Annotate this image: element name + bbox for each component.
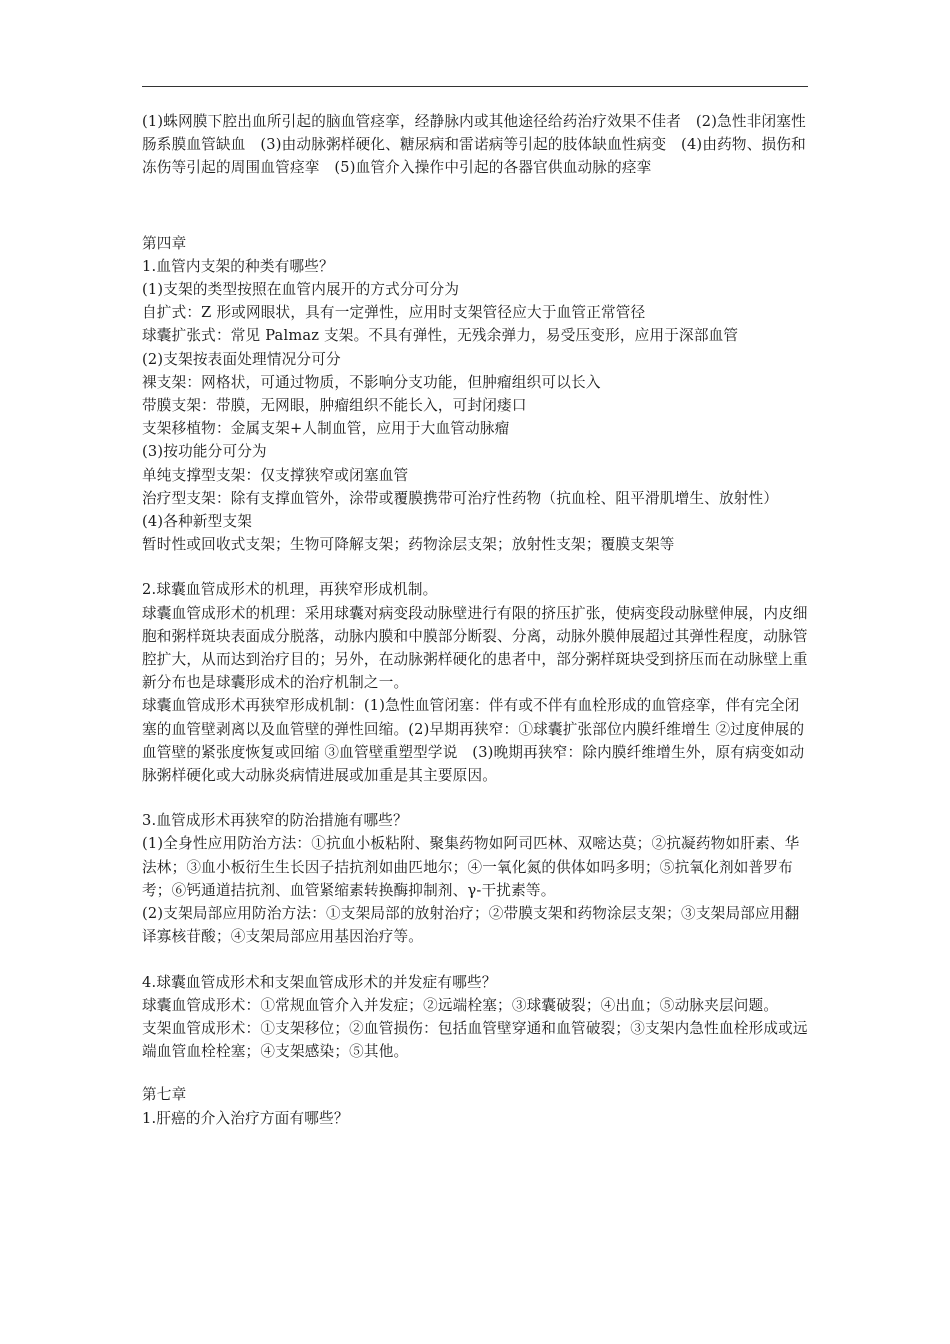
q1-line: (2)支架按表面处理情况分可分 [142,350,341,368]
q1-line: 裸支架：网格状，可通过物质，不影响分支功能，但肿瘤组织可以长入 [142,373,601,391]
q1-line: (1)支架的类型按照在血管内展开的方式分可分为 [142,281,460,299]
q1-line: 单纯支撑型支架：仅支撑狭窄或闭塞血管 [142,466,409,484]
q4-paragraph: 球囊血管成形术：①常规血管介入并发症；②远端栓塞；③球囊破裂；④出血；⑤动脉夹层问题。 [142,996,779,1014]
q3-paragraph: (2)支架局部应用防治方法：①支架局部的放射治疗；②带膜支架和药物涂层支架；③支架局部应用翻译寡核苷酸；④支架局部应用基因治疗等。 [142,905,800,946]
q1-line: 支架移植物：金属支架+人制血管，应用于大血管动脉瘤 [142,420,510,438]
q2-paragraph: 球囊血管成形术再狭窄形成机制：(1)急性血管闭塞：伴有或不伴有血栓形成的血管痉挛，伴有完全闭塞的血管壁剥离以及血管壁的弹性回缩。(2)早期再狭窄：①球囊扩张部位内膜纤维增生 ②过度伸展的血管壁的紧张度恢复或回缩 ③血管壁重塑型学说 (3)晚期再狭窄：除内膜纤维增生外，原有病变如动脉粥样硬化或大动脉炎病情进展或加重是其主要原因。 [142,697,805,785]
chapter-4-heading: 第四章 [142,234,187,252]
q1-line: (3)按功能分可分为 [142,443,267,461]
question-4-title: 4.球囊血管成形术和支架血管成形术的并发症有哪些？ [142,973,497,991]
q3-paragraph: (1)全身性应用防治方法：①抗血小板粘附、聚集药物如阿司匹林、双嘧达莫；②抗凝药物如肝素、华法林；③血小板衍生生长因子拮抗剂如曲匹地尔；④一氧化氮的供体如吗多明；⑤抗氧化剂如普罗布考；⑥钙通道拮抗剂、血管紧缩素转换酶抑制剂、γ-干扰素等。 [142,835,800,899]
chapter-7-heading: 第七章 [142,1086,187,1104]
question-1-title: 1.血管内支架的种类有哪些？ [142,257,334,275]
question-2-title: 2.球囊血管成形术的机理，再狭窄形成机制。 [142,581,438,599]
q4-paragraph: 支架血管成形术：①支架移位；②血管损伤：包括血管壁穿通和血管破裂；③支架内急性血栓形成或远端血管血栓栓塞；④支架感染；⑤其他。 [142,1019,808,1061]
q1-line: (4)各种新型支架 [142,513,253,531]
intro-paragraph: (1)蛛网膜下腔出血所引起的脑血管痉挛，经静脉内或其他途径给药治疗效果不佳者 (2)急性非闭塞性肠系膜血管缺血 (3)由动脉粥样硬化、糖尿病和雷诺病等引起的肢体缺血性病变 (4)由药物、损伤和冻伤等引起的周围血管痉挛 (5)血管介入操作中引起的各器官供血动脉的痉挛 [142,113,806,177]
q1-line: 带膜支架：带膜，无网眼，肿瘤组织不能长入，可封闭瘘口 [142,397,527,415]
q1-line: 暂时性或回收式支架；生物可降解支架；药物涂层支架；放射性支架；覆膜支架等 [142,536,675,554]
q2-paragraph: 球囊血管成形术的机理：采用球囊对病变段动脉壁进行有限的挤压扩张，使病变段动脉壁伸展，内皮细胞和粥样斑块表面成分脱落，动脉内膜和中膜部分断裂、分离，动脉外膜伸展超过其弹性程度，动脉管腔扩大，从而达到治疗目的；另外，在动脉粥样硬化的患者中，部分粥样斑块受到挤压而在动脉壁上重新分布也是球囊形成术的治疗机制之一。 [142,604,808,692]
q1-line: 球囊扩张式：常见 Palmaz 支架。不具有弹性，无残余弹力，易受压变形，应用于深部血管 [142,327,739,345]
chapter-7-question-1-title: 1.肝癌的介入治疗方面有哪些？ [142,1109,349,1127]
q1-line: 治疗型支架：除有支撑血管外，涂带或覆膜携带可治疗性药物（抗血栓、阻平滑肌增生、放射性） [142,489,779,507]
question-3-title: 3.血管成形术再狭窄的防治措施有哪些？ [142,812,408,830]
header-rule [142,86,808,87]
document-body [142,110,810,1130]
q1-line: 自扩式：Z 形或网眼状，具有一定弹性，应用时支架管径应大于血管正常管径 [142,304,646,322]
